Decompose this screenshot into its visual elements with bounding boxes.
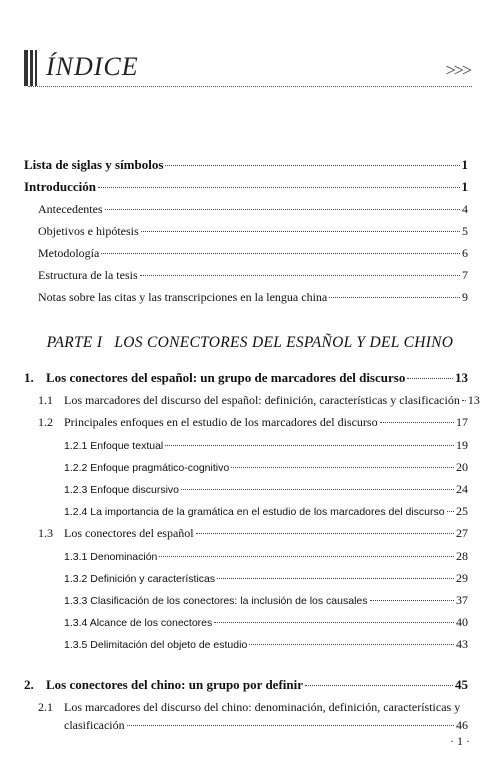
toc-entry-introduccion[interactable]: Introducción 1 <box>24 179 468 194</box>
toc-entry-objetivos[interactable]: Objetivos e hipótesis 5 <box>38 224 468 238</box>
chevrons-icon: >>> <box>445 60 470 80</box>
toc-subsection-1-2-2[interactable]: 1.2.2 Enfoque pragmático-cognitivo 20 <box>64 460 468 474</box>
toc-subsection-1-3-3[interactable]: 1.3.3 Clasificación de los conectores: la inclusión de los causales 37 <box>64 593 468 607</box>
part-label: PARTE I <box>46 334 103 351</box>
toc-subsection-1-3-2[interactable]: 1.3.2 Definición y características 29 <box>64 571 468 585</box>
toc-section-1-1[interactable]: 1.1 Los marcadores del discurso del español: definición, características y clasificación 13 <box>38 393 480 407</box>
toc-entry-metodologia[interactable]: Metodología 6 <box>38 246 468 260</box>
part-title: LOS CONECTORES DEL ESPAÑOL Y DEL CHINO <box>114 334 454 351</box>
toc-section-1-3[interactable]: 1.3 Los conectores del español 27 <box>38 526 468 540</box>
toc-entry-antecedentes[interactable]: Antecedentes 4 <box>38 202 468 216</box>
toc-entry-estructura[interactable]: Estructura de la tesis 7 <box>38 268 468 282</box>
part-heading <box>0 334 500 352</box>
toc-subsection-1-2-4[interactable]: 1.2.4 La importancia de la gramática en el estudio de los marcadores del discurso 25 <box>64 504 468 518</box>
toc-subsection-1-3-5[interactable]: 1.3.5 Delimitación del objeto de estudio 43 <box>64 637 468 651</box>
toc-entry-siglas[interactable]: Lista de siglas y símbolos 1 <box>24 157 468 172</box>
page-title: ÍNDICE <box>46 52 139 81</box>
toc-section-2-1-line2[interactable]: clasificación 46 <box>64 718 468 732</box>
toc-section-1-2[interactable]: 1.2 Principales enfoques en el estudio de los marcadores del discurso 17 <box>38 415 468 429</box>
toc-entry-notas[interactable]: Notas sobre las citas y las transcripciones en la lengua china 9 <box>38 290 468 304</box>
toc-subsection-1-3-1[interactable]: 1.3.1 Denominación 28 <box>64 549 468 563</box>
toc-subsection-1-3-4[interactable]: 1.3.4 Alcance de los conectores 40 <box>64 615 468 629</box>
page-number: · 1 · <box>450 734 470 748</box>
toc-chapter-1[interactable]: 1. Los conectores del español: un grupo de marcadores del discurso 13 <box>24 370 468 385</box>
header-dotted-rule <box>28 86 472 87</box>
toc-subsection-1-2-1[interactable]: 1.2.1 Enfoque textual 19 <box>64 438 468 452</box>
toc-chapter-2[interactable]: 2. Los conectores del chino: un grupo por definir 45 <box>24 677 468 692</box>
toc-subsection-1-2-3[interactable]: 1.2.3 Enfoque discursivo 24 <box>64 482 468 496</box>
index-header <box>24 40 472 92</box>
toc-section-2-1-line1[interactable]: 2.1 Los marcadores del discurso del chino: denominación, definición, características y <box>38 700 461 714</box>
